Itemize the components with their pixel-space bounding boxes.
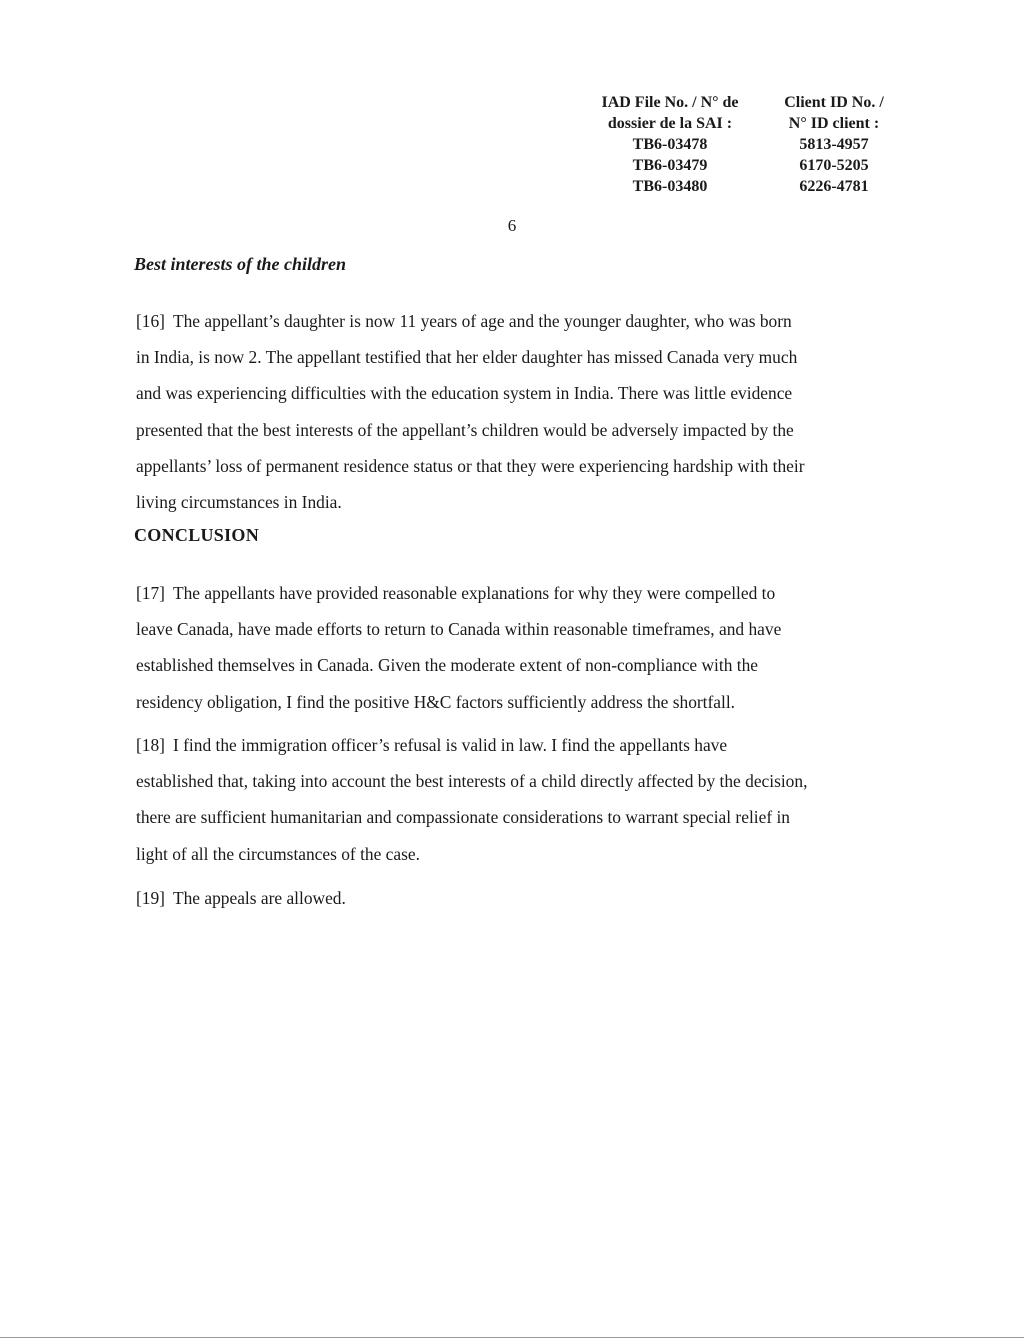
conclusion-heading: CONCLUSION xyxy=(134,525,260,545)
paragraph-line: leave Canada, have made efforts to return to Canada within reasonable timeframes, and have xyxy=(136,619,782,640)
paragraph-line: The appellant’s daughter is now 11 years of age and the younger daughter, who was born xyxy=(172,311,792,331)
paragraph-17 xyxy=(136,575,876,720)
iad-file-number-block xyxy=(590,92,750,197)
paragraph-line: presented that the best interests of the appellant’s children would be adversely impacted by the xyxy=(136,419,794,440)
iad-file-number: TB6-03478 xyxy=(632,136,708,153)
paragraph-number: [16] xyxy=(136,311,165,331)
paragraph-line: established that, taking into account the best interests of a child directly affected by the decision, xyxy=(136,771,808,792)
paragraph-line: and was experiencing difficulties with the education system in India. There was little evidence xyxy=(136,383,793,404)
paragraph-line: there are sufficient humanitarian and compassionate considerations to warrant special relief in xyxy=(136,807,790,828)
paragraph-18 xyxy=(136,727,876,872)
paragraph-line: living circumstances in India. xyxy=(136,492,342,513)
paragraph-number: [17] xyxy=(136,583,165,603)
client-id-block xyxy=(776,92,892,197)
paragraph-line: residency obligation, I find the positive H&C factors sufficiently address the shortfall. xyxy=(136,691,736,712)
client-id-label-line-2: N° ID client : xyxy=(788,115,880,132)
best-interests-heading: Best interests of the children xyxy=(134,254,347,274)
paragraph-number: [18] xyxy=(136,735,165,755)
paragraph-16 xyxy=(136,303,876,520)
paragraph-line: appellants’ loss of permanent residence status or that they were experiencing hardship with their xyxy=(136,455,805,476)
paragraph-line: in India, is now 2. The appellant testified that her elder daughter has missed Canada very much xyxy=(136,347,798,368)
client-id-label-line-1: Client ID No. / xyxy=(784,94,884,111)
iad-file-number: TB6-03480 xyxy=(632,178,708,195)
paragraph-number: [19] xyxy=(136,888,165,908)
page-bottom-edge-line xyxy=(0,1337,1024,1338)
client-id-number: 5813-4957 xyxy=(799,136,869,153)
page-number: 6 xyxy=(507,216,517,235)
paragraph-line: light of all the circumstances of the case. xyxy=(136,843,420,864)
paragraph-line: The appellants have provided reasonable explanations for why they were compelled to xyxy=(172,583,776,603)
paragraph-line: established themselves in Canada. Given the moderate extent of non-compliance with the xyxy=(136,655,759,676)
paragraph-19 xyxy=(136,880,876,916)
iad-file-number: TB6-03479 xyxy=(632,157,708,174)
iad-file-label-line-1: IAD File No. / N° de xyxy=(601,94,739,111)
client-id-number: 6170-5205 xyxy=(799,157,869,174)
paragraph-line: The appeals are allowed. xyxy=(172,888,346,908)
paragraph-line: I find the immigration officer’s refusal is valid in law. I find the appellants have xyxy=(172,735,728,755)
iad-file-label-line-2: dossier de la SAI : xyxy=(607,115,733,132)
client-id-number: 6226-4781 xyxy=(799,178,869,195)
